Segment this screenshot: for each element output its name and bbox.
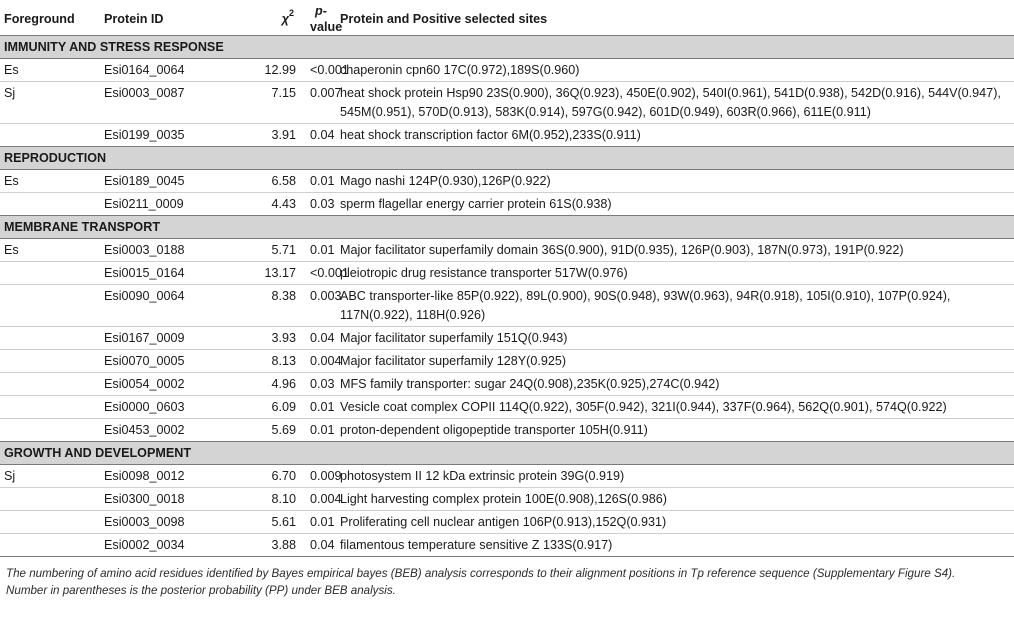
section-row xyxy=(0,147,1014,170)
cell-p-value: 0.01 xyxy=(306,396,336,419)
cell-chi-square: 8.13 xyxy=(220,350,306,373)
cell-foreground: Sj xyxy=(0,82,100,124)
cell-p-value: 0.004 xyxy=(306,350,336,373)
cell-chi-square: 3.91 xyxy=(220,124,306,147)
cell-protein-sites: photosystem II 12 kDa extrinsic protein 39G(0.919) xyxy=(336,465,1014,488)
cell-p-value: 0.04 xyxy=(306,534,336,557)
cell-p-value: 0.004 xyxy=(306,488,336,511)
table-row xyxy=(0,534,1014,557)
header-foreground: Foreground xyxy=(0,0,100,36)
cell-protein-sites: MFS family transporter: sugar 24Q(0.908),235K(0.925),274C(0.942) xyxy=(336,373,1014,396)
cell-p-value: 0.009 xyxy=(306,465,336,488)
cell-foreground xyxy=(0,327,100,350)
cell-chi-square: 3.88 xyxy=(220,534,306,557)
cell-protein-id: Esi0070_0005 xyxy=(100,350,220,373)
table-row xyxy=(0,193,1014,216)
cell-chi-square: 5.61 xyxy=(220,511,306,534)
cell-protein-sites: heat shock protein Hsp90 23S(0.900), 36Q(0.923), 450E(0.902), 540I(0.961), 541D(0.938), 542D(0.916), 544V(0.947), 545M(0.951), 570D(0.913), 583K(0.914), 597G(0.942), 601D(0.949), 603R(0.966), 611E(0.911) xyxy=(336,82,1014,124)
cell-protein-sites: filamentous temperature sensitive Z 133S(0.917) xyxy=(336,534,1014,557)
table-row xyxy=(0,511,1014,534)
cell-protein-sites: Major facilitator superfamily domain 36S(0.900), 91D(0.935), 126P(0.903), 187N(0.973), 191P(0.922) xyxy=(336,239,1014,262)
cell-protein-sites: heat shock transcription factor 6M(0.952),233S(0.911) xyxy=(336,124,1014,147)
cell-protein-id: Esi0189_0045 xyxy=(100,170,220,193)
footnote-line-2: Number in parentheses is the posterior probability (PP) under BEB analysis. xyxy=(6,584,396,597)
cell-chi-square: 12.99 xyxy=(220,59,306,82)
cell-foreground xyxy=(0,396,100,419)
table-row xyxy=(0,239,1014,262)
table-row xyxy=(0,285,1014,327)
cell-p-value: 0.04 xyxy=(306,124,336,147)
cell-protein-sites: Proliferating cell nuclear antigen 106P(0.913),152Q(0.931) xyxy=(336,511,1014,534)
cell-protein-id: Esi0300_0018 xyxy=(100,488,220,511)
table-body xyxy=(0,36,1014,557)
cell-protein-id: Esi0167_0009 xyxy=(100,327,220,350)
cell-foreground xyxy=(0,193,100,216)
cell-chi-square: 6.58 xyxy=(220,170,306,193)
cell-chi-square: 6.70 xyxy=(220,465,306,488)
cell-p-value: 0.03 xyxy=(306,373,336,396)
cell-protein-id: Esi0003_0188 xyxy=(100,239,220,262)
section-title: REPRODUCTION xyxy=(0,147,1014,170)
cell-protein-id: Esi0000_0603 xyxy=(100,396,220,419)
cell-protein-id: Esi0090_0064 xyxy=(100,285,220,327)
cell-protein-id: Esi0002_0034 xyxy=(100,534,220,557)
p-suffix: -value xyxy=(310,3,343,34)
cell-chi-square: 3.93 xyxy=(220,327,306,350)
cell-protein-id: Esi0015_0164 xyxy=(100,262,220,285)
cell-foreground xyxy=(0,124,100,147)
cell-foreground xyxy=(0,511,100,534)
table-row xyxy=(0,396,1014,419)
cell-foreground: Sj xyxy=(0,465,100,488)
cell-chi-square: 8.10 xyxy=(220,488,306,511)
header-chi-square xyxy=(220,0,306,36)
cell-p-value: 0.01 xyxy=(306,239,336,262)
cell-protein-id: Esi0211_0009 xyxy=(100,193,220,216)
table-row xyxy=(0,350,1014,373)
cell-protein-sites: pleiotropic drug resistance transporter 517W(0.976) xyxy=(336,262,1014,285)
cell-foreground xyxy=(0,534,100,557)
table-row xyxy=(0,124,1014,147)
chi-superscript: 2 xyxy=(288,8,294,19)
cell-protein-sites: Light harvesting complex protein 100E(0.908),126S(0.986) xyxy=(336,488,1014,511)
section-title: GROWTH AND DEVELOPMENT xyxy=(0,442,1014,465)
cell-chi-square: 8.38 xyxy=(220,285,306,327)
table-row xyxy=(0,488,1014,511)
table-footnote xyxy=(0,557,1014,599)
cell-foreground: Es xyxy=(0,239,100,262)
cell-foreground xyxy=(0,262,100,285)
cell-protein-id: Esi0003_0098 xyxy=(100,511,220,534)
section-row xyxy=(0,442,1014,465)
cell-protein-sites: ABC transporter-like 85P(0.922), 89L(0.900), 90S(0.948), 93W(0.963), 94R(0.918), 105I(0.910), 107P(0.924), 117N(0.922), 118H(0.926) xyxy=(336,285,1014,327)
header-sites: Protein and Positive selected sites xyxy=(336,0,1014,36)
table-row xyxy=(0,327,1014,350)
cell-chi-square: 6.09 xyxy=(220,396,306,419)
header-row xyxy=(0,0,1014,36)
cell-protein-sites: Mago nashi 124P(0.930),126P(0.922) xyxy=(336,170,1014,193)
header-p-value xyxy=(306,0,343,36)
section-row xyxy=(0,36,1014,59)
cell-chi-square: 13.17 xyxy=(220,262,306,285)
cell-p-value: 0.003 xyxy=(306,285,336,327)
cell-protein-sites: Major facilitator superfamily 151Q(0.943) xyxy=(336,327,1014,350)
cell-protein-sites: proton-dependent oligopeptide transporter 105H(0.911) xyxy=(336,419,1014,442)
cell-foreground xyxy=(0,285,100,327)
section-row xyxy=(0,216,1014,239)
footnote-line-1: The numbering of amino acid residues identified by Bayes empirical bayes (BEB) analysis corresponds to their alignment positions in Tp reference sequence (Supplementary Figure S4). xyxy=(6,567,956,580)
table-row xyxy=(0,82,1014,124)
cell-p-value: 0.04 xyxy=(306,327,336,350)
section-title: IMMUNITY AND STRESS RESPONSE xyxy=(0,36,1014,59)
cell-protein-id: Esi0003_0087 xyxy=(100,82,220,124)
cell-p-value: <0.001 xyxy=(306,59,336,82)
cell-p-value: 0.01 xyxy=(306,511,336,534)
cell-foreground: Es xyxy=(0,170,100,193)
cell-protein-id: Esi0453_0002 xyxy=(100,419,220,442)
table-row xyxy=(0,262,1014,285)
table-row xyxy=(0,419,1014,442)
cell-protein-id: Esi0164_0064 xyxy=(100,59,220,82)
section-title: MEMBRANE TRANSPORT xyxy=(0,216,1014,239)
table-row xyxy=(0,59,1014,82)
cell-chi-square: 5.69 xyxy=(220,419,306,442)
cell-chi-square: 5.71 xyxy=(220,239,306,262)
cell-foreground xyxy=(0,419,100,442)
cell-protein-sites: Major facilitator superfamily 128Y(0.925) xyxy=(336,350,1014,373)
cell-foreground xyxy=(0,488,100,511)
cell-p-value: <0.001 xyxy=(306,262,336,285)
cell-p-value: 0.007 xyxy=(306,82,336,124)
cell-foreground xyxy=(0,373,100,396)
table-row xyxy=(0,465,1014,488)
cell-protein-sites: sperm flagellar energy carrier protein 61S(0.938) xyxy=(336,193,1014,216)
cell-chi-square: 4.96 xyxy=(220,373,306,396)
cell-protein-id: Esi0054_0002 xyxy=(100,373,220,396)
cell-p-value: 0.03 xyxy=(306,193,336,216)
table-row xyxy=(0,373,1014,396)
cell-p-value: 0.01 xyxy=(306,170,336,193)
cell-chi-square: 4.43 xyxy=(220,193,306,216)
header-protein-id: Protein ID xyxy=(100,0,220,36)
cell-protein-id: Esi0199_0035 xyxy=(100,124,220,147)
cell-chi-square: 7.15 xyxy=(220,82,306,124)
cell-protein-sites: Vesicle coat complex COPII 114Q(0.922), 305F(0.942), 321I(0.944), 337F(0.964), 562Q(0.901), 574Q(0.922) xyxy=(336,396,1014,419)
p-italic: p xyxy=(315,3,323,18)
cell-foreground: Es xyxy=(0,59,100,82)
cell-protein-sites: chaperonin cpn60 17C(0.972),189S(0.960) xyxy=(336,59,1014,82)
table-row xyxy=(0,170,1014,193)
cell-protein-id: Esi0098_0012 xyxy=(100,465,220,488)
cell-p-value: 0.01 xyxy=(306,419,336,442)
cell-foreground xyxy=(0,350,100,373)
chi-symbol: χ xyxy=(281,11,289,26)
